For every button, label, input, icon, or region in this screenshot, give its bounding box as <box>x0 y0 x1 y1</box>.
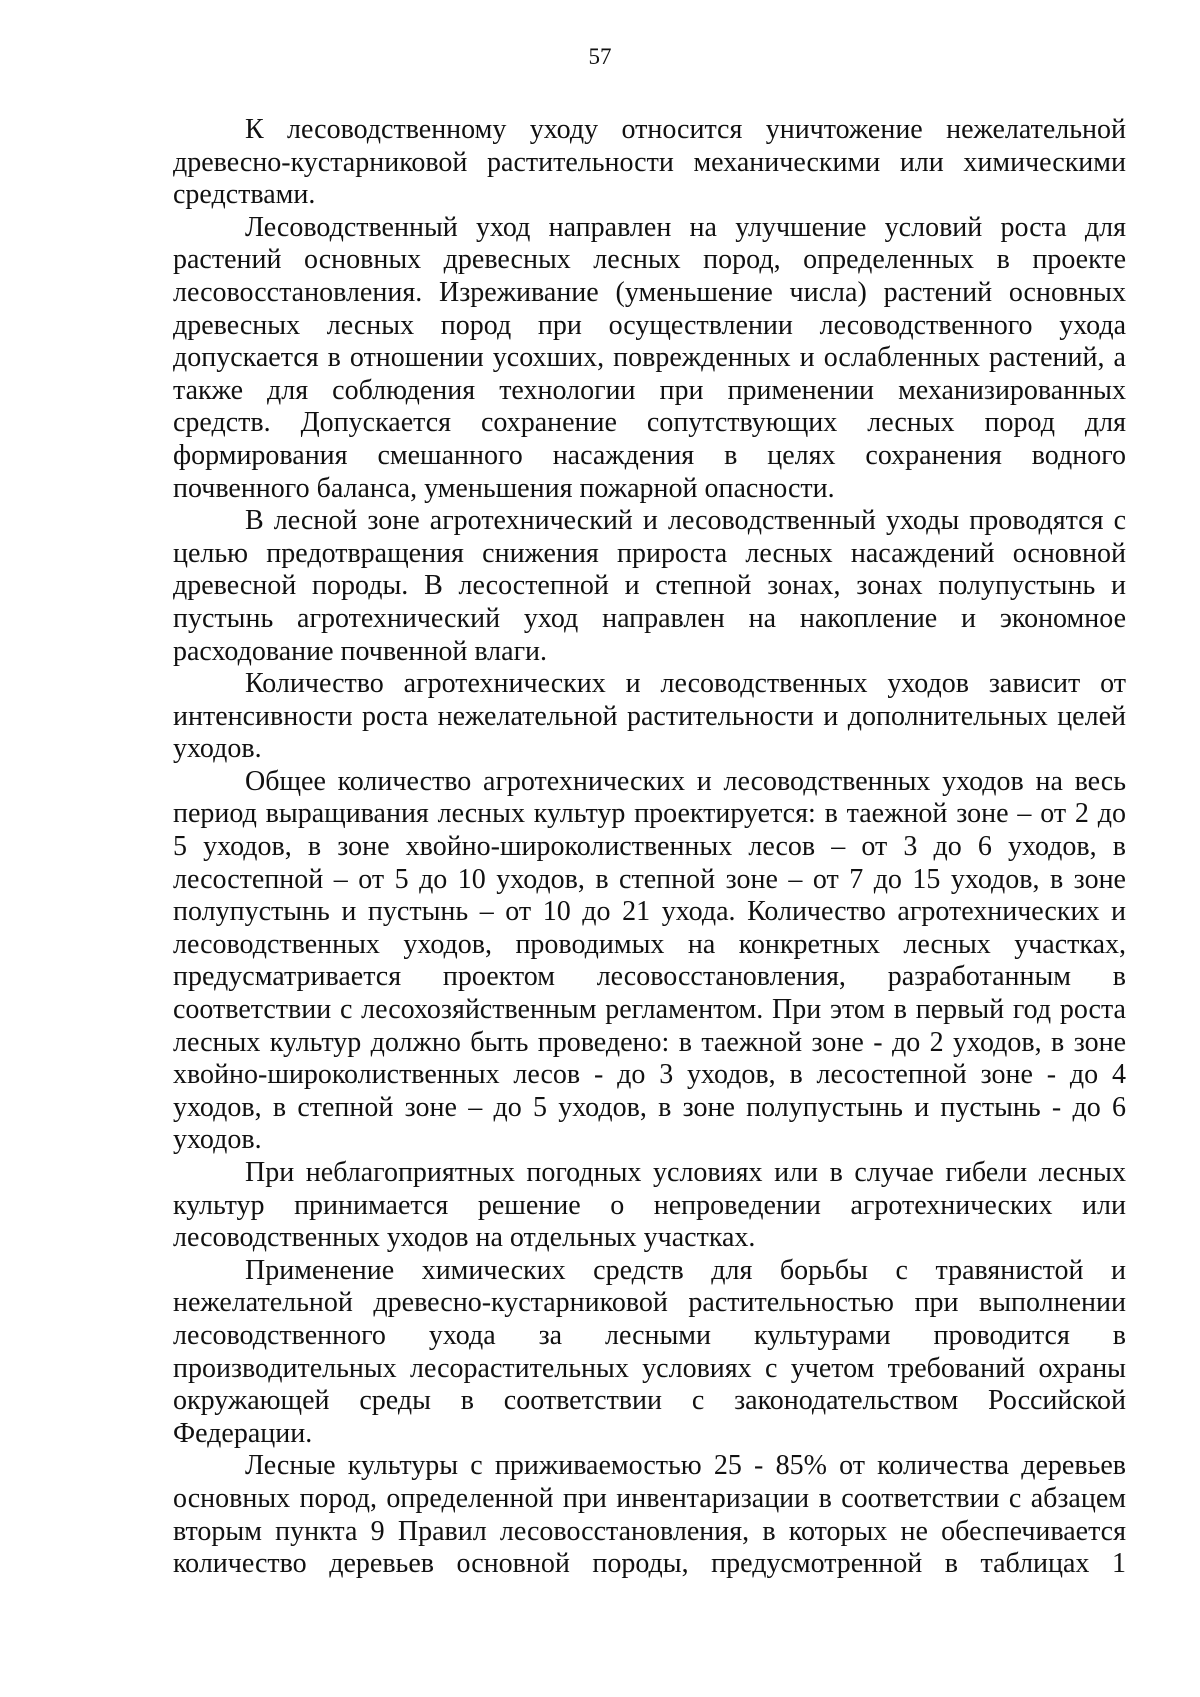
paragraph-8: Лесные культуры с приживаемостью 25 - 85% от количества деревьев основных пород, определенной при инвентаризации в соответствии с абзацем вторым пункта 9 Правил лесовосстановления, в которых не обеспечивается количество деревьев основной породы, предусмотренной в таблицах 1 <box>173 1450 1126 1580</box>
paragraph-7: Применение химических средств для борьбы с травянистой и нежелательной древесно-кустарниковой растительностью при выполнении лесоводственного ухода за лесными культурами проводится в производительных лесорастительных условиях с учетом требований охраны окружающей среды в соответствии с законодательством Российской Федерации. <box>173 1254 1126 1449</box>
paragraph-6: При неблагоприятных погодных условиях или в случае гибели лесных культур принимается решение о непроведении агротехнических или лесоводственных уходов на отдельных участках. <box>173 1157 1126 1254</box>
paragraph-4: Количество агротехнических и лесоводственных уходов зависит от интенсивности роста нежелательной растительности и дополнительных целей уходов. <box>173 668 1126 765</box>
paragraph-1: К лесоводственному уходу относится уничтожение нежелательной древесно-кустарниковой растительности механическими или химическими средствами. <box>173 114 1126 211</box>
paragraph-2: Лесоводственный уход направлен на улучшение условий роста для растений основных древесных лесных пород, определенных в проекте лесовосстановления. Изреживание (уменьшение числа) растений основных древесных лесных пород при осуществлении лесоводственного ухода допускается в отношении усохших, поврежденных и ослабленных растений, а также для соблюдения технологии при применении механизированных средств. Допускается сохранение сопутствующих лесных пород для формирования смешанного насаждения в целях сохранения водного почвенного баланса, уменьшения пожарной опасности. <box>173 211 1126 504</box>
body-text <box>173 114 1126 1581</box>
paragraph-5: Общее количество агротехнических и лесоводственных уходов на весь период выращивания лесных культур проектируется: в таежной зоне – от 2 до 5 уходов, в зоне хвойно-широколиственных лесов – от 3 до 6 уходов, в лесостепной – от 5 до 10 уходов, в степной зоне – от 7 до 15 уходов, в зоне полупустынь и пустынь – от 10 до 21 ухода. Количество агротехнических и лесоводственных уходов, проводимых на конкретных лесных участках, предусматривается проектом лесовосстановления, разработанным в соответствии с лесохозяйственным регламентом. При этом в первый год роста лесных культур должно быть проведено: в таежной зоне - до 2 уходов, в зоне хвойно-широколиственных лесов - до 3 уходов, в лесостепной зоне - до 4 уходов, в степной зоне – до 5 уходов, в зоне полупустынь и пустынь - до 6 уходов. <box>173 765 1126 1156</box>
paragraph-3: В лесной зоне агротехнический и лесоводственный уходы проводятся с целью предотвращения снижения прироста лесных насаждений основной древесной породы. В лесостепной и степной зонах, зонах полупустынь и пустынь агротехнический уход направлен на накопление и экономное расходование почвенной влаги. <box>173 505 1126 667</box>
page-number: 57 <box>588 44 612 69</box>
